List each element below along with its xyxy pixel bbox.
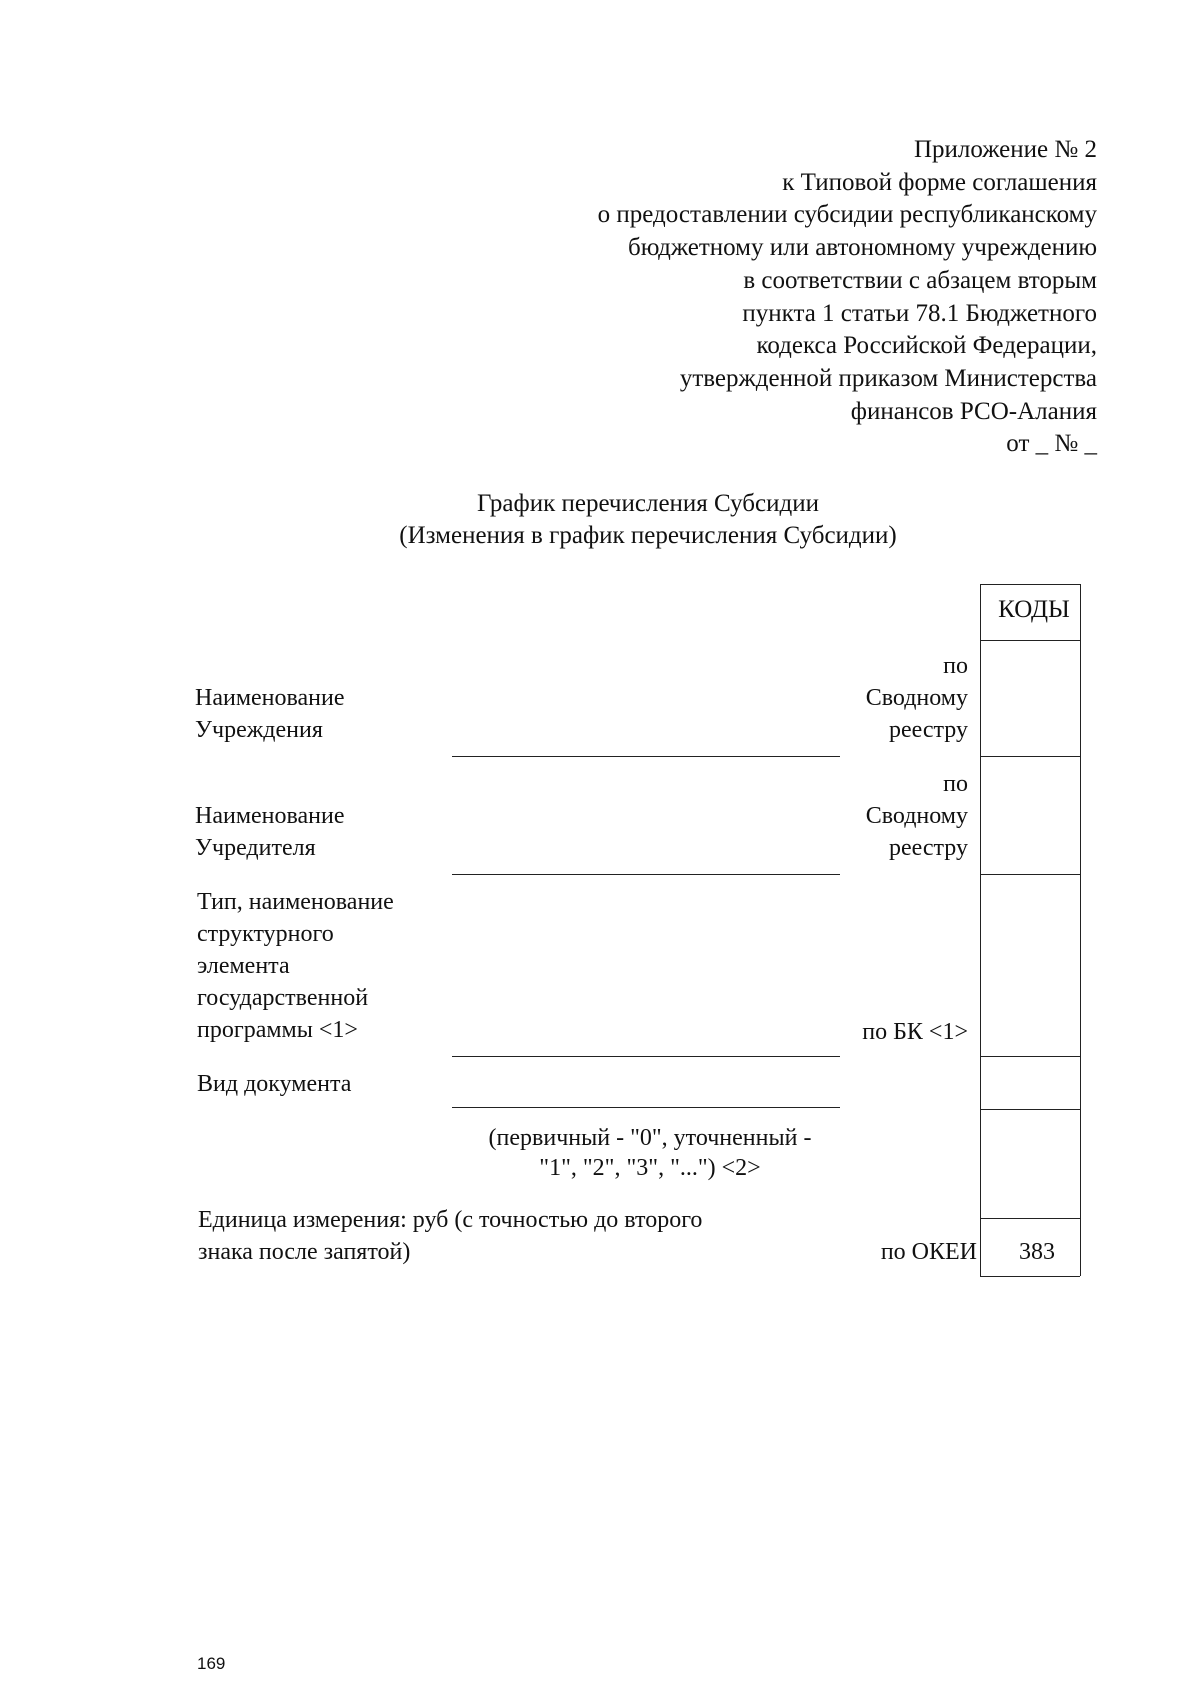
appendix-line: Приложение № 2: [913, 136, 1097, 163]
title-sub: (Изменения в график перечисления Субсидии): [399, 522, 897, 549]
codes-row-border: [980, 1056, 1080, 1057]
document-type-hint: (первичный - "0", уточненный - "1", "2", "3", "...") <2>: [488, 1125, 812, 1181]
unit-label: Единица измерения: руб (с точностью до второго знака после запятой): [198, 1207, 703, 1265]
founder-name-label: Наименование Учредителя: [195, 803, 345, 861]
program-bk-label: по БК <1>: [862, 1019, 968, 1045]
institution-name-label: Наименование Учреждения: [195, 685, 345, 743]
codes-row-border: [980, 1109, 1080, 1110]
founder-registry-label: по Сводному реестру: [865, 771, 968, 861]
program-element-field[interactable]: [452, 1056, 840, 1057]
codes-row-border: [980, 640, 1080, 641]
codes-bottom-border: [980, 1276, 1080, 1277]
unit-okei-label: по ОКЕИ: [880, 1239, 977, 1265]
codes-row-border: [980, 1218, 1080, 1219]
institution-name-field[interactable]: [452, 756, 840, 757]
appendix-line: бюджетному или автономному учреждению: [627, 234, 1097, 262]
appendix-line: от _ № _: [1006, 430, 1097, 458]
appendix-header: [397, 134, 1097, 461]
codes-table: [980, 584, 1081, 1276]
appendix-line: в соответствии с абзацем вторым: [743, 266, 1097, 294]
codes-row-border: [980, 874, 1080, 875]
codes-top-border: [980, 584, 1080, 585]
okei-code-value: 383: [1019, 1239, 1055, 1265]
appendix-line: кодекса Российской Федерации,: [756, 332, 1097, 360]
appendix-line: финансов РСО-Алания: [850, 397, 1097, 425]
document-type-label: Вид документа: [197, 1071, 352, 1097]
document-title: [0, 488, 1200, 552]
founder-name-field[interactable]: [452, 874, 840, 875]
appendix-line: о предоставлении субсидии республиканскому: [597, 201, 1097, 229]
appendix-line: к Типовой форме соглашения: [782, 168, 1097, 196]
codes-header: КОДЫ: [998, 596, 1070, 623]
codes-row-border: [980, 756, 1080, 757]
institution-registry-label: по Сводному реестру: [865, 653, 968, 743]
program-element-label: Тип, наименование структурного элемента государственной программы <1>: [197, 889, 394, 1043]
title-main: График перечисления Субсидии: [477, 490, 819, 517]
page-number: 169: [197, 1654, 226, 1673]
document-type-field[interactable]: [452, 1107, 840, 1108]
appendix-line: пункта 1 статьи 78.1 Бюджетного: [742, 299, 1097, 327]
appendix-line: утвержденной приказом Министерства: [679, 364, 1097, 392]
